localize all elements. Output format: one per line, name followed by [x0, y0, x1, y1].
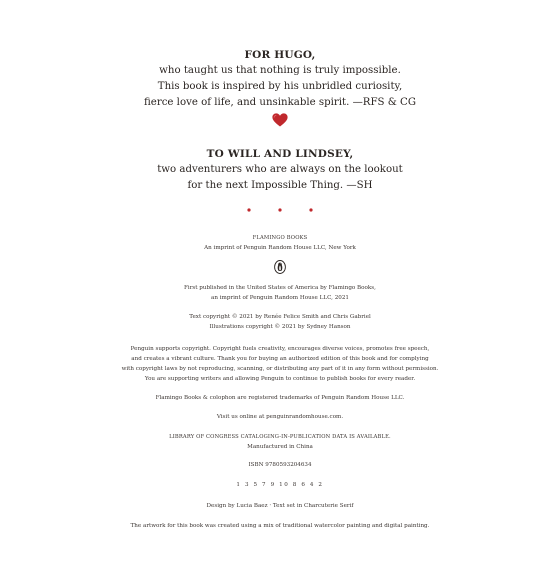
website-line: Visit us online at penguinrandomhouse.com. — [216, 414, 344, 420]
dedication-line: two adventurers who are always on the lookout — [157, 164, 403, 175]
artwork-note: The artwork for this book was created using a mix of traditional watercolor painting and digital painting. — [130, 523, 430, 529]
dedication-heading: FOR HUGO, — [244, 49, 316, 61]
dedication-line: who taught us that nothing is truly impossible. — [159, 65, 401, 76]
dedication-heading: TO WILL AND LINDSEY, — [206, 148, 354, 160]
illustrations-copyright: Illustrations copyright © 2021 by Sydney Hanson — [209, 324, 351, 330]
statement-line: Penguin supports copyright. Copyright fuels creativity, encourages diverse voices, promotes free speech, — [130, 346, 430, 352]
dedication-will-lindsey — [0, 146, 560, 194]
imprint-name: FLAMINGO BOOKS — [252, 235, 308, 241]
design-credit: Design by Lucia Baez · Text set in Charcuterie Serif — [206, 503, 354, 509]
first-published-line: an imprint of Penguin Random House LLC, 2021 — [211, 295, 349, 301]
statement-line: You are supporting writers and allowing Penguin to continue to publish books for every reader. — [144, 376, 416, 382]
copyright-notices — [0, 312, 560, 332]
dedication-line: This book is inspired by his unbridled curiosity, — [157, 81, 403, 92]
publisher-info — [0, 233, 560, 253]
imprint-description: An imprint of Penguin Random House LLC, New York — [204, 245, 356, 251]
dedication-line: for the next Impossible Thing. —SH — [187, 180, 373, 191]
manufactured-line: Manufactured in China — [247, 444, 313, 450]
text-copyright: Text copyright © 2021 by Renée Felice Smith and Chris Gabriel — [189, 314, 371, 320]
statement-line: and creates a vibrant culture. Thank you for buying an authorized edition of this book and for complying — [131, 356, 429, 362]
first-published-line: First published in the United States of America by Flamingo Books, — [184, 285, 376, 291]
cip-info — [0, 432, 560, 452]
dedication-hugo — [0, 47, 560, 111]
first-published-info — [0, 283, 560, 303]
heart-icon — [272, 113, 288, 127]
penguin-copyright-statement — [0, 344, 560, 384]
printing-line: 1 3 5 7 9 10 8 6 4 2 — [236, 482, 324, 488]
cip-line: LIBRARY OF CONGRESS CATALOGING-IN-PUBLICATION DATA IS AVAILABLE. — [169, 434, 391, 440]
dedication-line: fierce love of life, and unsinkable spirit. —RFS & CG — [144, 97, 416, 108]
isbn: ISBN 9780593204634 — [248, 462, 312, 468]
statement-line: with copyright laws by not reproducing, scanning, or distributing any part of it in any form without permission. — [121, 366, 439, 372]
trademark-notice: Flamingo Books & colophon are registered trademarks of Penguin Random House LLC. — [155, 395, 405, 401]
dot-separator-icon — [245, 207, 315, 213]
penguin-logo-icon — [274, 260, 286, 274]
